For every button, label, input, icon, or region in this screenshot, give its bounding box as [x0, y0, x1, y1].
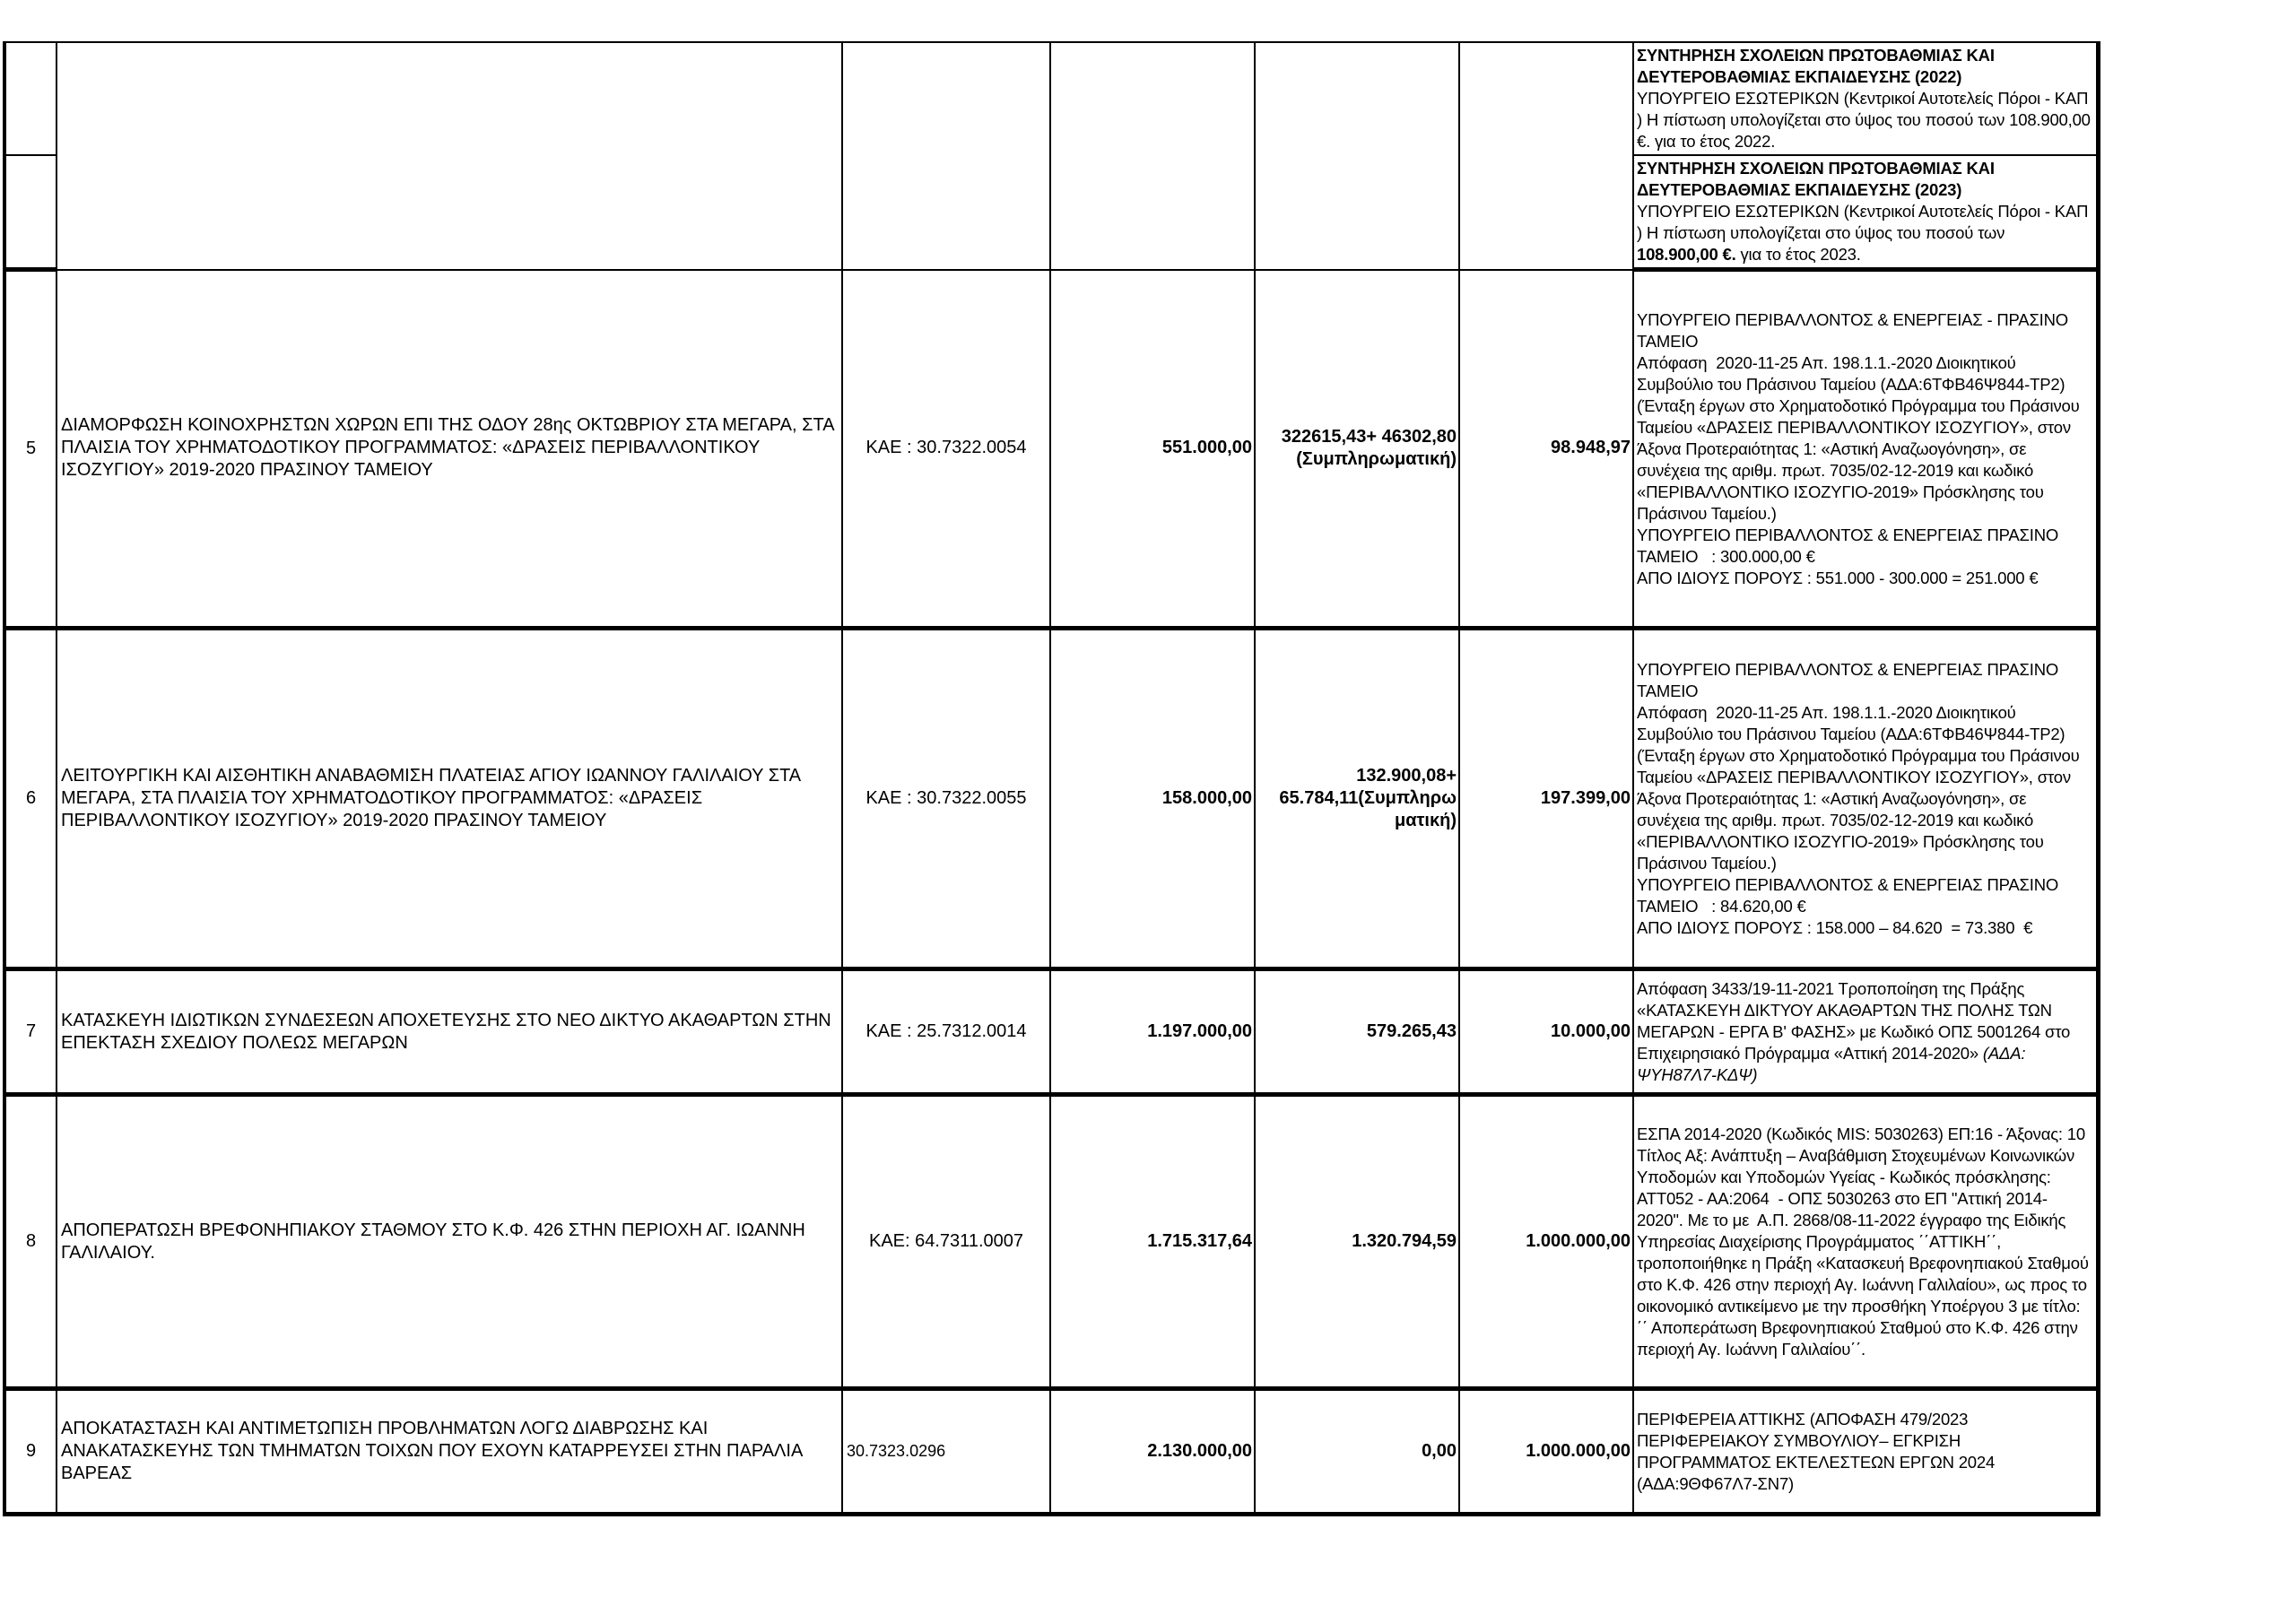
note-text: ΥΠΟΥΡΓΕΙΟ ΕΣΩΤΕΡΙΚΩΝ (Κεντρικοί Αυτοτελείς Πόροι - ΚΑΠ ) Η πίστωση υπολογίζεται στο ύψος του ποσού των 108.900,00 €. για το έτος 2022.	[1637, 89, 2091, 151]
table-row	[4, 42, 2098, 155]
paid-amount: 132.900,08+ 65.784,11(Συμπληρω ματική)	[1255, 629, 1459, 969]
project-title: ΚΑΤΑΣΚΕΥΗ ΙΔΙΩΤΙΚΩΝ ΣΥΝΔΕΣΕΩΝ ΑΠΟΧΕΤΕΥΣΗΣ ΣΤΟ ΝΕΟ ΔΙΚΤΥΟ ΑΚΑΘΑΡΤΩΝ ΣΤΗΝ ΕΠΕΚΤΑΣΗ ΣΧΕΔΙΟΥ ΠΟΛΕΩΣ ΜΕΓΑΡΩΝ	[57, 969, 842, 1095]
title-cell	[57, 42, 842, 270]
row-index: 7	[4, 969, 57, 1095]
table-row	[4, 629, 2098, 969]
row-index: 5	[4, 270, 57, 629]
kae-code: ΚΑΕ : 30.7322.0055	[842, 629, 1050, 969]
table-row	[4, 1389, 2098, 1515]
index-cell	[4, 155, 57, 270]
row-index: 9	[4, 1389, 57, 1515]
paid-amount: 0,00	[1255, 1389, 1459, 1515]
note-text: ΠΕΡΙΦΕΡΕΙΑ ΑΤΤΙΚΗΣ (ΑΠΟΦΑΣΗ 479/2023 ΠΕΡΙΦΕΡΕΙΑΚΟΥ ΣΥΜΒΟΥΛΙΟΥ– ΕΓΚΡΙΣΗ ΠΡΟΓΡΑΜΜΑΤΟΣ ΕΚΤΕΛΕΣΤΕΩΝ ΕΡΓΩΝ 2024 (ΑΔΑ:9ΘΦ67Λ7-ΣΝ7)	[1637, 1409, 2000, 1493]
funding-note-cell	[1633, 42, 2098, 155]
project-title: ΛΕΙΤΟΥΡΓΙΚΗ ΚΑΙ ΑΙΣΘΗΤΙΚΗ ΑΝΑΒΑΘΜΙΣΗ ΠΛΑΤΕΙΑΣ ΑΓΙΟΥ ΙΩΑΝΝΟΥ ΓΑΛΙΛΑΙΟΥ ΣΤΑ ΜΕΓΑΡΑ, ΣΤΑ ΠΛΑΙΣΙΑ ΤΟΥ ΧΡΗΜΑΤΟΔΟΤΙΚΟΥ ΠΡΟΓΡΑΜΜΑΤΟΣ: «ΔΡΑΣΕΙΣ ΠΕΡΙΒΑΛΛΟΝΤΙΚΟΥ ΙΣΟΖΥΓΙΟΥ» 2019-2020 ΠΡΑΣΙΝΟΥ ΤΑΜΕΙΟΥ	[57, 629, 842, 969]
paid-amount: 322615,43+ 46302,80 (Συμπληρωματική)	[1255, 270, 1459, 629]
row-index: 8	[4, 1095, 57, 1389]
budget-amount: 1.197.000,00	[1050, 969, 1255, 1095]
budget-amount: 1.715.317,64	[1050, 1095, 1255, 1389]
credit-amount: 98.948,97	[1459, 270, 1633, 629]
row-index: 6	[4, 629, 57, 969]
note-text: ΥΠΟΥΡΓΕΙΟ ΠΕΡΙΒΑΛΛΟΝΤΟΣ & ΕΝΕΡΓΕΙΑΣ ΠΡΑΣΙΝΟ ΤΑΜΕΙΟ Απόφαση 2020-11-25 Απ. 198.1.1.-2020 Διοικητικού Συμβούλιο του Πράσινου Ταμείου (ΑΔΑ:6ΤΦΒ46Ψ844-ΤΡ2)(Ένταξη έργων στο Χρηματοδοτικό Πρόγραμμα του Πράσινου Ταμείου «ΔΡΑΣΕΙΣ ΠΕΡΙΒΑΛΛΟΝΤΙΚΟΥ ΙΣΟΖΥΓΙΟΥ», στον Άξονα Προτεραιότητας 1: «Αστική Αναζωογόνηση», σε συνέχεια της αριθμ. πρωτ. 7035/02-12-2019 και κωδικό «ΠΕΡΙΒΑΛΛΟΝΤΙΚΟ ΙΣΟΖΥΓΙΟ-2019» Πρόσκλησης του Πράσινου Ταμείου.) ΥΠΟΥΡΓΕΙΟ ΠΕΡΙΒΑΛΛΟΝΤΟΣ & ΕΝΕΡΓΕΙΑΣ ΠΡΑΣΙΝΟ ΤΑΜΕΙΟ : 84.620,00 € ΑΠΟ ΙΔΙΟΥΣ ΠΟΡΟΥΣ : 158.000 – 84.620 = 73.380 €	[1637, 659, 2080, 937]
projects-table	[3, 41, 2100, 1516]
note-text: ΥΠΟΥΡΓΕΙΟ ΠΕΡΙΒΑΛΛΟΝΤΟΣ & ΕΝΕΡΓΕΙΑΣ - ΠΡΑΣΙΝΟ ΤΑΜΕΙΟ Απόφαση 2020-11-25 Απ. 198.1.1.-2020 Διοικητικού Συμβούλιο του Πράσινου Ταμείου (ΑΔΑ:6ΤΦΒ46Ψ844-ΤΡ2) (Ένταξη έργων στο Χρηματοδοτικό Πρόγραμμα του Πράσινου Ταμείου «ΔΡΑΣΕΙΣ ΠΕΡΙΒΑΛΛΟΝΤΙΚΟΥ ΙΣΟΖΥΓΙΟΥ», στον Άξονα Προτεραιότητας 1: «Αστική Αναζωογόνηση», σε συνέχεια της αριθμ. πρωτ. 7035/02-12-2019 και κωδικό «ΠΕΡΙΒΑΛΛΟΝΤΙΚΟ ΙΣΟΖΥΓΙΟ-2019» Πρόσκλησης του Πράσινου Ταμείου.) ΥΠΟΥΡΓΕΙΟ ΠΕΡΙΒΑΛΛΟΝΤΟΣ & ΕΝΕΡΓΕΙΑΣ ΠΡΑΣΙΝΟ ΤΑΜΕΙΟ : 300.000,00 € ΑΠΟ ΙΔΙΟΥΣ ΠΟΡΟΥΣ : 551.000 - 300.000 = 251.000 €	[1637, 309, 2080, 587]
project-title: ΔΙΑΜΟΡΦΩΣΗ ΚΟΙΝΟΧΡΗΣΤΩΝ ΧΩΡΩΝ ΕΠΙ ΤΗΣ ΟΔΟΥ 28ης ΟΚΤΩΒΡΙΟΥ ΣΤΑ ΜΕΓΑΡΑ, ΣΤΑ ΠΛΑΙΣΙΑ ΤΟΥ ΧΡΗΜΑΤΟΔΟΤΙΚΟΥ ΠΡΟΓΡΑΜΜΑΤΟΣ: «ΔΡΑΣΕΙΣ ΠΕΡΙΒΑΛΛΟΝΤΙΚΟΥ ΙΣΟΖΥΓΙΟΥ» 2019-2020 ΠΡΑΣΙΝΟΥ ΤΑΜΕΙΟΥ	[57, 270, 842, 629]
paid-amount: 579.265,43	[1255, 969, 1459, 1095]
budget-amount: 551.000,00	[1050, 270, 1255, 629]
paid-amount: 1.320.794,59	[1255, 1095, 1459, 1389]
paid-cell	[1255, 42, 1459, 270]
project-title: ΑΠΟΚΑΤΑΣΤΑΣΗ ΚΑΙ ΑΝΤΙΜΕΤΩΠΙΣΗ ΠΡΟΒΛΗΜΑΤΩΝ ΛΟΓΩ ΔΙΑΒΡΩΣΗΣ ΚΑΙ ΑΝΑΚΑΤΑΣΚΕΥΗΣ ΤΩΝ ΤΜΗΜΑΤΩΝ ΤΟΙΧΩΝ ΠΟΥ ΕΧΟΥΝ ΚΑΤΑΡΡΕΥΣΕΙ ΣΤΗΝ ΠΑΡΑΛΙΑ ΒΑΡΕΑΣ	[57, 1389, 842, 1515]
note-heading: ΣΥΝΤΗΡΗΣΗ ΣΧΟΛΕΙΩΝ ΠΡΩΤΟΒΑΘΜΙΑΣ ΚΑΙ ΔΕΥΤΕΡΟΒΑΘΜΙΑΣ ΕΚΠΑΙΔΕΥΣΗΣ (2022)	[1637, 46, 1995, 86]
credit-amount: 1.000.000,00	[1459, 1095, 1633, 1389]
kae-code: 30.7323.0296	[842, 1389, 1050, 1515]
funding-note	[1633, 629, 2098, 969]
index-cell	[4, 42, 57, 155]
funding-note	[1633, 1389, 2098, 1515]
note-tail: για το έτος 2023.	[1735, 245, 1861, 264]
kae-code: ΚΑΕ : 25.7312.0014	[842, 969, 1050, 1095]
table-row	[4, 969, 2098, 1095]
table-row	[4, 1095, 2098, 1389]
budget-amount: 2.130.000,00	[1050, 1389, 1255, 1515]
funding-note	[1633, 270, 2098, 629]
budget-cell	[1050, 42, 1255, 270]
code-cell	[842, 42, 1050, 270]
funding-note-cell	[1633, 155, 2098, 270]
note-amount: 108.900,00 €.	[1637, 245, 1736, 264]
credit-amount: 10.000,00	[1459, 969, 1633, 1095]
kae-code: ΚΑΕ : 30.7322.0054	[842, 270, 1050, 629]
note-ada: (ΑΔΑ: ΨΥΗ87Λ7-ΚΔΨ)	[1637, 1043, 2026, 1084]
note-text: Απόφαση 3433/19-11-2021 Τροποποίηση της Πράξης «ΚΑΤΑΣΚΕΥΗ ΔΙΚΤΥΟΥ ΑΚΑΘΑΡΤΩΝ ΤΗΣ ΠΟΛΗΣ ΤΩΝ ΜΕΓΑΡΩΝ - ΕΡΓΑ Β' ΦΑΣΗΣ» με Κωδικό ΟΠΣ 5001264 στο Επιχειρησιακό Πρόγραμμα «Αττική 2014-2020»	[1637, 978, 2071, 1063]
table-row	[4, 270, 2098, 629]
note-text: ΥΠΟΥΡΓΕΙΟ ΕΣΩΤΕΡΙΚΩΝ (Κεντρικοί Αυτοτελείς Πόροι - ΚΑΠ ) Η πίστωση υπολογίζεται στο ύψος του ποσού των	[1637, 202, 2089, 242]
funding-note	[1633, 1095, 2098, 1389]
kae-code: ΚΑΕ: 64.7311.0007	[842, 1095, 1050, 1389]
credit-cell	[1459, 42, 1633, 270]
credit-amount: 1.000.000,00	[1459, 1389, 1633, 1515]
credit-amount: 197.399,00	[1459, 629, 1633, 969]
funding-note	[1633, 969, 2098, 1095]
budget-amount: 158.000,00	[1050, 629, 1255, 969]
project-title: ΑΠΟΠΕΡΑΤΩΣΗ ΒΡΕΦΟΝΗΠΙΑΚΟΥ ΣΤΑΘΜΟΥ ΣΤΟ Κ.Φ. 426 ΣΤΗΝ ΠΕΡΙΟΧΗ ΑΓ. ΙΩΑΝΝΗ ΓΑΛΙΛΑΙΟΥ.	[57, 1095, 842, 1389]
note-text: ΕΣΠΑ 2014-2020 (Κωδικός MIS: 5030263) ΕΠ:16 - Άξονας: 10 Τίτλος Αξ: Ανάπτυξη – Αναβάθμιση Στοχευμένων Κοινωνικών Υποδομών και Υποδομών Υγείας - Κωδικός πρόσκλησης: ΑΤΤ052 - ΑΑ:2064 - ΟΠΣ 5030263 στο ΕΠ "Αττική 2014-2020". Με το με Α.Π. 2868/08-11-2022 έγγραφο της Ειδικής Υπηρεσίας Διαχείρισης Προγράμματος ΄΄ΑΤΤΙΚΗ΄΄, τροποποιήθηκε η Πράξη «Κατασκευή Βρεφονηπιακού Σταθμού στο Κ.Φ. 426 στην περιοχή Αγ. Ιωάννη Γαλιλαίου», ως προς το οικονομικό αντικείμενο με την προσθήκη Υποέργου 3 με τίτλο: ΄΄ Αποπεράτωση Βρεφονηπιακού Σταθμού στο Κ.Φ. 426 στην περιοχή Αγ. Ιωάννη Γαλιλαίου΄΄.	[1637, 1124, 2093, 1359]
note-heading: ΣΥΝΤΗΡΗΣΗ ΣΧΟΛΕΙΩΝ ΠΡΩΤΟΒΑΘΜΙΑΣ ΚΑΙ ΔΕΥΤΕΡΟΒΑΘΜΙΑΣ ΕΚΠΑΙΔΕΥΣΗΣ (2023)	[1637, 159, 1995, 199]
